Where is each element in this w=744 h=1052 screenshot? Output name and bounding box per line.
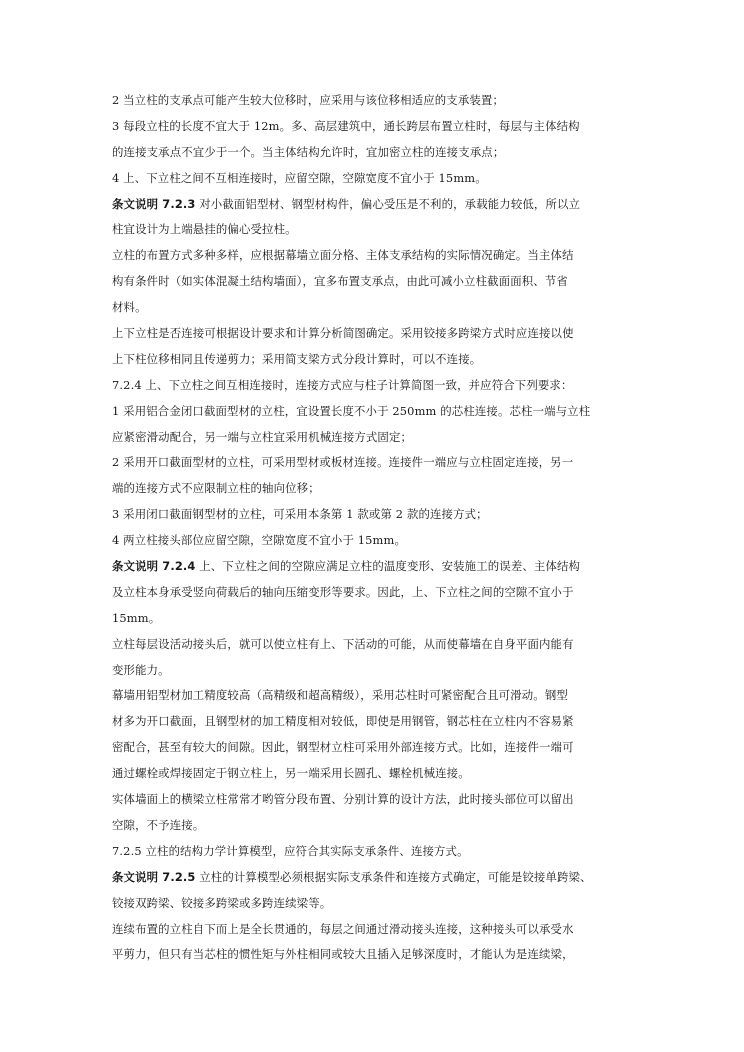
text-line — [112, 658, 634, 684]
line-text: 材多为开口截面，且钢型材的加工精度相对较低，即使是用钢管，钢芯柱在立柱内不容易紧 — [112, 714, 574, 729]
text-line — [112, 192, 634, 218]
text-line — [112, 917, 634, 943]
text-line — [112, 942, 634, 968]
line-text: 端的连接方式不应限制立柱的轴向位移； — [112, 481, 320, 496]
line-text: 平剪力，但只有当芯柱的惯性矩与外柱相同或较大且插入足够深度时，才能认为是连续梁， — [112, 947, 574, 962]
text-line — [112, 295, 634, 321]
text-line — [112, 425, 634, 451]
line-text: 立柱的布置方式多种多样，应根据幕墙立面分格、主体支承结构的实际情况确定。当主体结 — [112, 248, 574, 263]
text-line — [112, 140, 634, 166]
line-text: 7.2.4 上、下立柱之间互相连接时，连接方式应与柱子计算简图一致，并应符合下列要求： — [112, 377, 573, 392]
text-line — [112, 88, 634, 114]
text-line — [112, 166, 634, 192]
text-line — [112, 554, 634, 580]
text-line — [112, 217, 634, 243]
line-text: 铰接双跨梁、铰接多跨梁或多跨连续梁等。 — [112, 895, 332, 910]
text-line — [112, 450, 634, 476]
line-text: 变形能力。 — [112, 662, 170, 677]
text-line — [112, 399, 634, 425]
text-line — [112, 839, 634, 865]
line-text: 及立柱本身承受竖向荷载后的轴向压缩变形等要求。因此，上、下立柱之间的空隙不宜小于 — [112, 584, 574, 599]
line-text: 7.2.5 立柱的结构力学计算模型，应符合其实际支承条件、连接方式。 — [112, 843, 469, 858]
line-text: 2 采用开口截面型材的立柱，可采用型材或板材连接。连接件一端应与立柱固定连接，另一 — [112, 455, 574, 470]
line-text: 上下立柱是否连接可根据设计要求和计算分析简图确定。采用铰接多跨梁方式时应连接以使 — [112, 326, 574, 341]
line-text: 构有条件时（如实体混凝土结构墙面），宜多布置支承点，由此可减小立柱截面面积、节省 — [112, 274, 568, 289]
text-line — [112, 373, 634, 399]
line-text: 柱宜设计为上端悬挂的偏心受拉柱。 — [112, 222, 297, 237]
line-text: 上、下立柱之间的空隙应满足立柱的温度变形、安装施工的误差、主体结构 — [195, 559, 581, 574]
line-text: 应紧密滑动配合，另一端与立柱宜采用机械连接方式固定； — [112, 429, 413, 444]
text-line — [112, 502, 634, 528]
line-text: 密配合，甚至有较大的间隙。因此，钢型材立柱可采用外部连接方式。比如，连接件一端可 — [112, 740, 574, 755]
text-line — [112, 243, 634, 269]
text-line — [112, 632, 634, 658]
line-text: 立柱的计算模型必须根据实际支承条件和连接方式确定，可能是铰接单跨梁、 — [195, 869, 592, 884]
clause-heading: 条文说明 7.2.5 — [112, 869, 196, 884]
text-line — [112, 606, 634, 632]
line-text: 4 两立柱接头部位应留空隙，空隙宽度不宜小于 15mm。 — [112, 533, 406, 548]
text-line — [112, 761, 634, 787]
line-text: 通过螺栓或焊接固定于钢立柱上，另一端采用长圆孔、螺栓机械连接。 — [112, 766, 470, 781]
line-text: 连续布置的立柱自下而上是全长贯通的，每层之间通过滑动接头连接，这种接头可以承受水 — [112, 921, 574, 936]
text-line — [112, 735, 634, 761]
text-line — [112, 787, 634, 813]
text-line — [112, 683, 634, 709]
line-text: 实体墙面上的横梁立柱常常才哟管分段布置、分别计算的设计方法，此时接头部位可以留出 — [112, 792, 574, 807]
line-text: 4 上、下立柱之间不互相连接时，应留空隙，空隙宽度不宜小于 15mm。 — [112, 170, 487, 185]
text-line — [112, 476, 634, 502]
text-line — [112, 580, 634, 606]
text-line — [112, 528, 634, 554]
line-text: 3 每段立柱的长度不宜大于 12m。多、高层建筑中，通长跨层布置立柱时，每层与主体结构 — [112, 118, 580, 133]
text-line — [112, 891, 634, 917]
text-line — [112, 114, 634, 140]
text-line — [112, 347, 634, 373]
line-text: 15mm。 — [112, 610, 161, 625]
line-text: 空隙，不予连接。 — [112, 817, 205, 832]
line-text: 3 采用闭口截面钢型材的立柱，可采用本条第 1 款或第 2 款的连接方式； — [112, 507, 488, 522]
clause-heading: 条文说明 7.2.4 — [112, 559, 196, 574]
line-text: 的连接支承点不宜少于一个。当主体结构允许时，宜加密立柱的连接支承点； — [112, 144, 505, 159]
line-text: 2 当立柱的支承点可能产生较大位移时，应采用与该位移相适应的支承装置； — [112, 93, 505, 107]
text-line — [112, 813, 634, 839]
line-text: 幕墙用铝型材加工精度较高（高精级和超高精级），采用芯柱时可紧密配合且可滑动。钢型 — [112, 688, 568, 703]
text-line — [112, 865, 634, 891]
clause-heading: 条文说明 7.2.3 — [112, 196, 196, 211]
line-text: 立柱每层设活动接头后，就可以使立柱有上、下活动的可能，从而使幕墙在自身平面内能有 — [112, 636, 574, 651]
text-line — [112, 269, 634, 295]
line-text: 材料。 — [112, 300, 147, 315]
document-body — [112, 88, 634, 968]
line-text: 对小截面铝型材、钢型材构件，偏心受压是不利的，承载能力较低，所以立 — [195, 196, 581, 211]
text-line — [112, 709, 634, 735]
text-line — [112, 321, 634, 347]
line-text: 1 采用铝合金闭口截面型材的立柱，宜设置长度不小于 250mm 的芯柱连接。芯柱一端与立柱 — [112, 403, 591, 418]
line-text: 上下柱位移相同且传递剪力；采用简支梁方式分段计算时，可以不连接。 — [112, 351, 482, 366]
